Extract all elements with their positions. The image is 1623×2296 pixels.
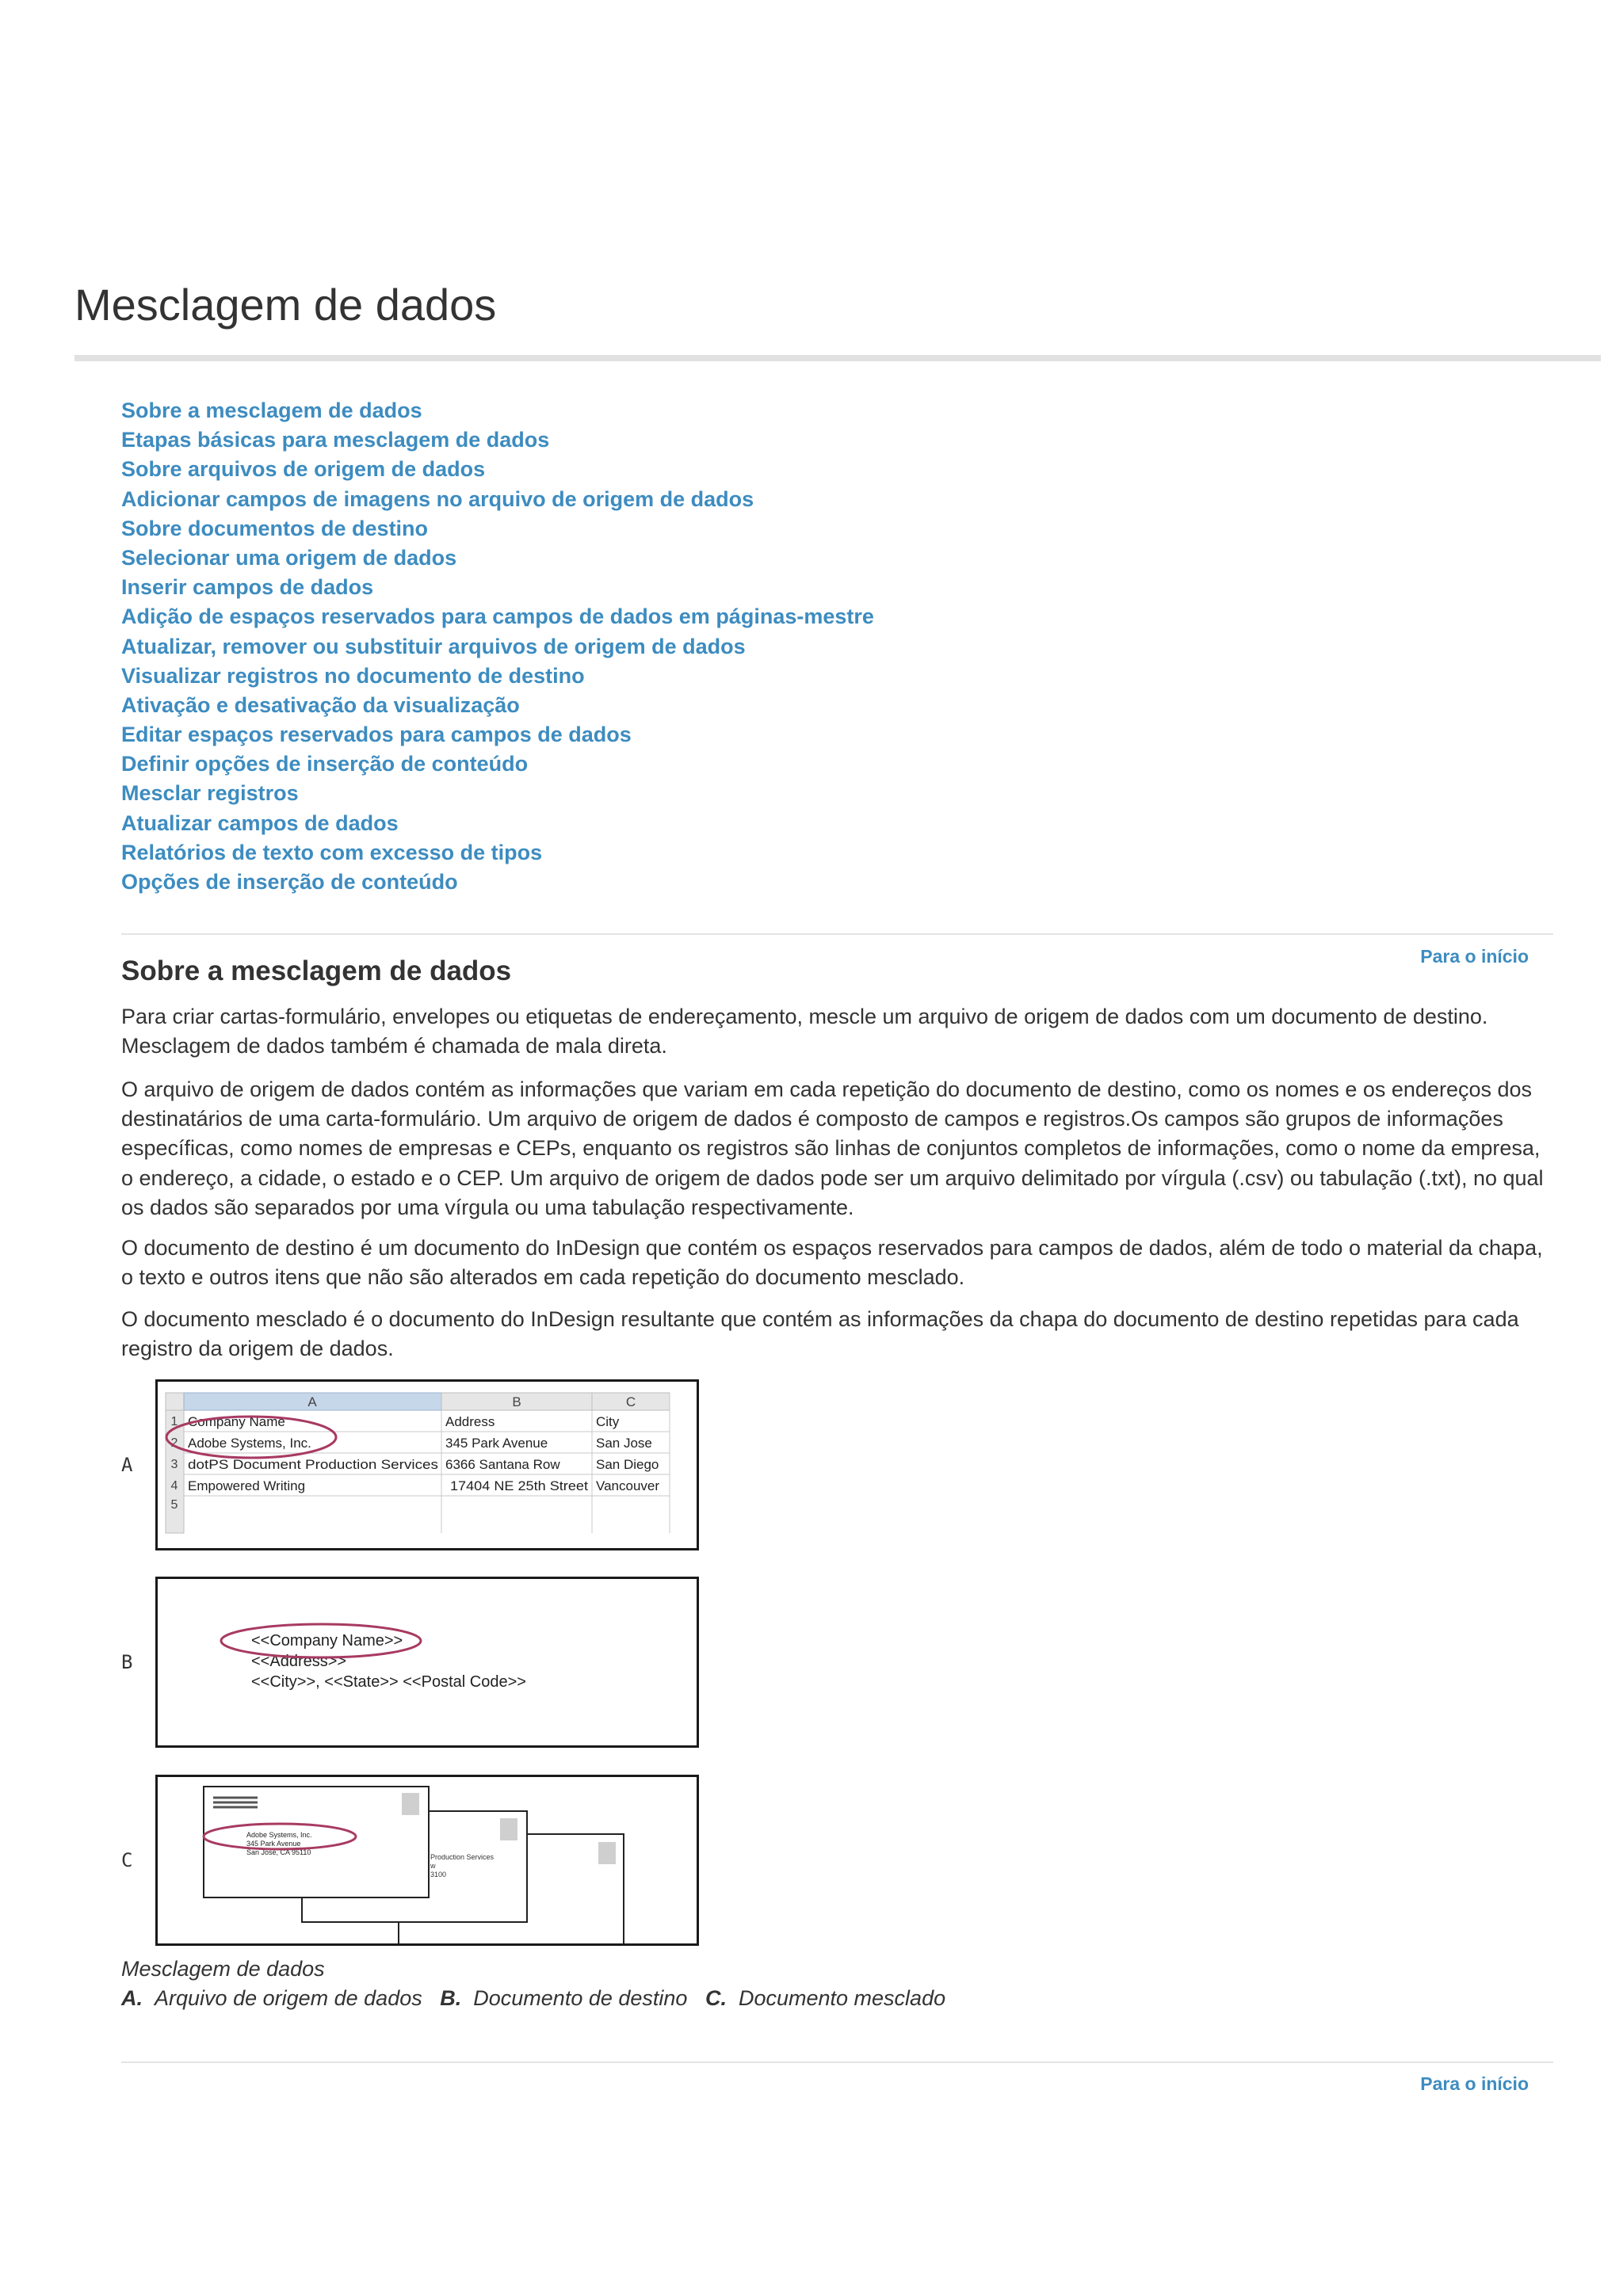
row-number: 2 (170, 1436, 178, 1450)
toc-link[interactable]: Visualizar registros no documento de destino (121, 663, 585, 688)
table-cell: City (596, 1414, 620, 1429)
placeholder-line: <<Company Name>> (251, 1632, 403, 1650)
toc-link[interactable]: Relatórios de texto com excesso de tipos (121, 840, 543, 864)
figure-target-document (155, 1577, 699, 1748)
merged-document-image (158, 1777, 697, 1943)
toc-link[interactable]: Sobre documentos de destino (121, 516, 429, 540)
toc-link[interactable]: Adicionar campos de imagens no arquivo de origem de dados (121, 486, 754, 511)
table-cell: Vancouver (596, 1478, 660, 1493)
back-to-top-link[interactable]: Para o início (1420, 946, 1529, 967)
table-cell: dotPS Document Production Services (188, 1457, 438, 1472)
legend-key: C. (705, 1986, 727, 2010)
paragraph: Para criar cartas-formulário, envelopes ou etiquetas de endereçamento, mescle um arquivo de origem de dados com um documento de destino. Mesclagem de dados também é chamada de mala direta. (121, 1005, 1488, 1058)
table-cell: Address (445, 1414, 495, 1429)
table-cell: Adobe Systems, Inc. (188, 1436, 311, 1451)
toc-link[interactable]: Atualizar campos de dados (121, 810, 399, 835)
envelope-text: San Jose, CA 95110 (246, 1848, 311, 1856)
placeholder-line: <<City>>, <<State>> <<Postal Code>> (251, 1673, 526, 1691)
target-document-image (158, 1579, 697, 1745)
figure-legend (121, 1986, 945, 2011)
paragraph: O documento de destino é um documento do InDesign que contém os espaços reservados para campos de dados, além de todo o material da chapa, o texto e outros itens que não são alterados em cada repetição do documento mesclado. (121, 1236, 1543, 1290)
row-number: 5 (170, 1498, 178, 1512)
toc-link[interactable]: Adição de espaços reservados para campos de dados em páginas-mestre (121, 605, 874, 629)
spreadsheet-image (158, 1382, 697, 1548)
envelope-text: w (430, 1862, 436, 1870)
back-to-top-link[interactable]: Para o início (1420, 2073, 1529, 2094)
envelope-text: 345 Park Avenue (246, 1840, 301, 1848)
column-header: C (625, 1394, 636, 1409)
legend-text: Documento mesclado (738, 1986, 946, 2010)
table-cell: Company Name (188, 1414, 285, 1429)
paragraph: O documento mesclado é o documento do InDesign resultante que contém as informações da chapa do documento de destino repetidas para cada registro da origem de dados. (121, 1307, 1519, 1361)
envelope-text: Adobe Systems, Inc. (246, 1831, 312, 1839)
toc-link[interactable]: Inserir campos de dados (121, 575, 374, 600)
section-divider (121, 933, 1553, 935)
table-cell: 6366 Santana Row (445, 1457, 560, 1472)
table-cell: 17404 NE 25th Street (450, 1478, 589, 1493)
figure-merged-document (155, 1775, 699, 1946)
toc-link[interactable]: Etapas básicas para mesclagem de dados (121, 428, 550, 452)
column-header: B (512, 1394, 521, 1409)
toc-link[interactable]: Ativação e desativação da visualização (121, 692, 520, 717)
row-number: 4 (170, 1479, 178, 1493)
legend-key: A. (121, 1986, 143, 2010)
placeholder-line: <<Address>> (251, 1653, 347, 1670)
toc-link[interactable]: Definir opções de inserção de conteúdo (121, 752, 529, 776)
legend-text: Arquivo de origem de dados (155, 1986, 422, 2010)
toc-link[interactable]: Sobre a mesclagem de dados (121, 399, 422, 422)
page-title: Mesclagem de dados (74, 280, 497, 330)
table-cell: San Jose (596, 1436, 652, 1451)
toc-link[interactable]: Sobre arquivos de origem de dados (121, 457, 486, 482)
paragraph: O arquivo de origem de dados contém as informações que variam em cada repetição do documento de destino, como os nomes e os endereços dos destinatários de uma carta-formulário. Um arquivo de origem de dados é composto de campos e registros.Os campos são grupos de informações específicas, como nomes de empresas e CEPs, enquanto os registros são linhas de conjuntos completos de informações, como o nome da empresa, o endereço, a cidade, o estado e o CEP. Um arquivo de origem de dados pode ser um arquivo delimitado por vírgula (.csv) ou tabulação (.txt), no qual os dados são separados por uma vírgula ou uma tabulação respectivamente. (121, 1077, 1544, 1219)
toc-link[interactable]: Editar espaços reservados para campos de dados (121, 723, 632, 747)
figure-label-b: B (121, 1651, 133, 1673)
row-number: 1 (170, 1415, 178, 1428)
envelope-text: Production Services (430, 1853, 495, 1861)
row-number: 3 (170, 1458, 178, 1471)
toc-link[interactable]: Opções de inserção de conteúdo (121, 870, 458, 894)
section-divider (121, 2061, 1553, 2063)
table-cell: San Diego (596, 1457, 659, 1472)
table-of-contents (121, 396, 874, 897)
envelope-text: 3100 (430, 1871, 447, 1878)
figure-caption: Mesclagem de dados (121, 1957, 325, 1981)
figure-label-c: C (121, 1849, 133, 1871)
figure-label-a: A (121, 1454, 133, 1476)
figure-data-source (155, 1379, 699, 1550)
legend-key: B. (440, 1986, 462, 2010)
column-header: A (307, 1394, 317, 1409)
section-heading: Sobre a mesclagem de dados (121, 955, 512, 986)
toc-link[interactable]: Mesclar registros (121, 781, 299, 806)
table-cell: 345 Park Avenue (445, 1436, 548, 1451)
toc-link[interactable]: Atualizar, remover ou substituir arquivos de origem de dados (121, 634, 746, 658)
legend-text: Documento de destino (473, 1986, 688, 2010)
table-cell: Empowered Writing (188, 1478, 306, 1493)
toc-link[interactable]: Selecionar uma origem de dados (121, 545, 457, 570)
title-divider (74, 355, 1601, 361)
